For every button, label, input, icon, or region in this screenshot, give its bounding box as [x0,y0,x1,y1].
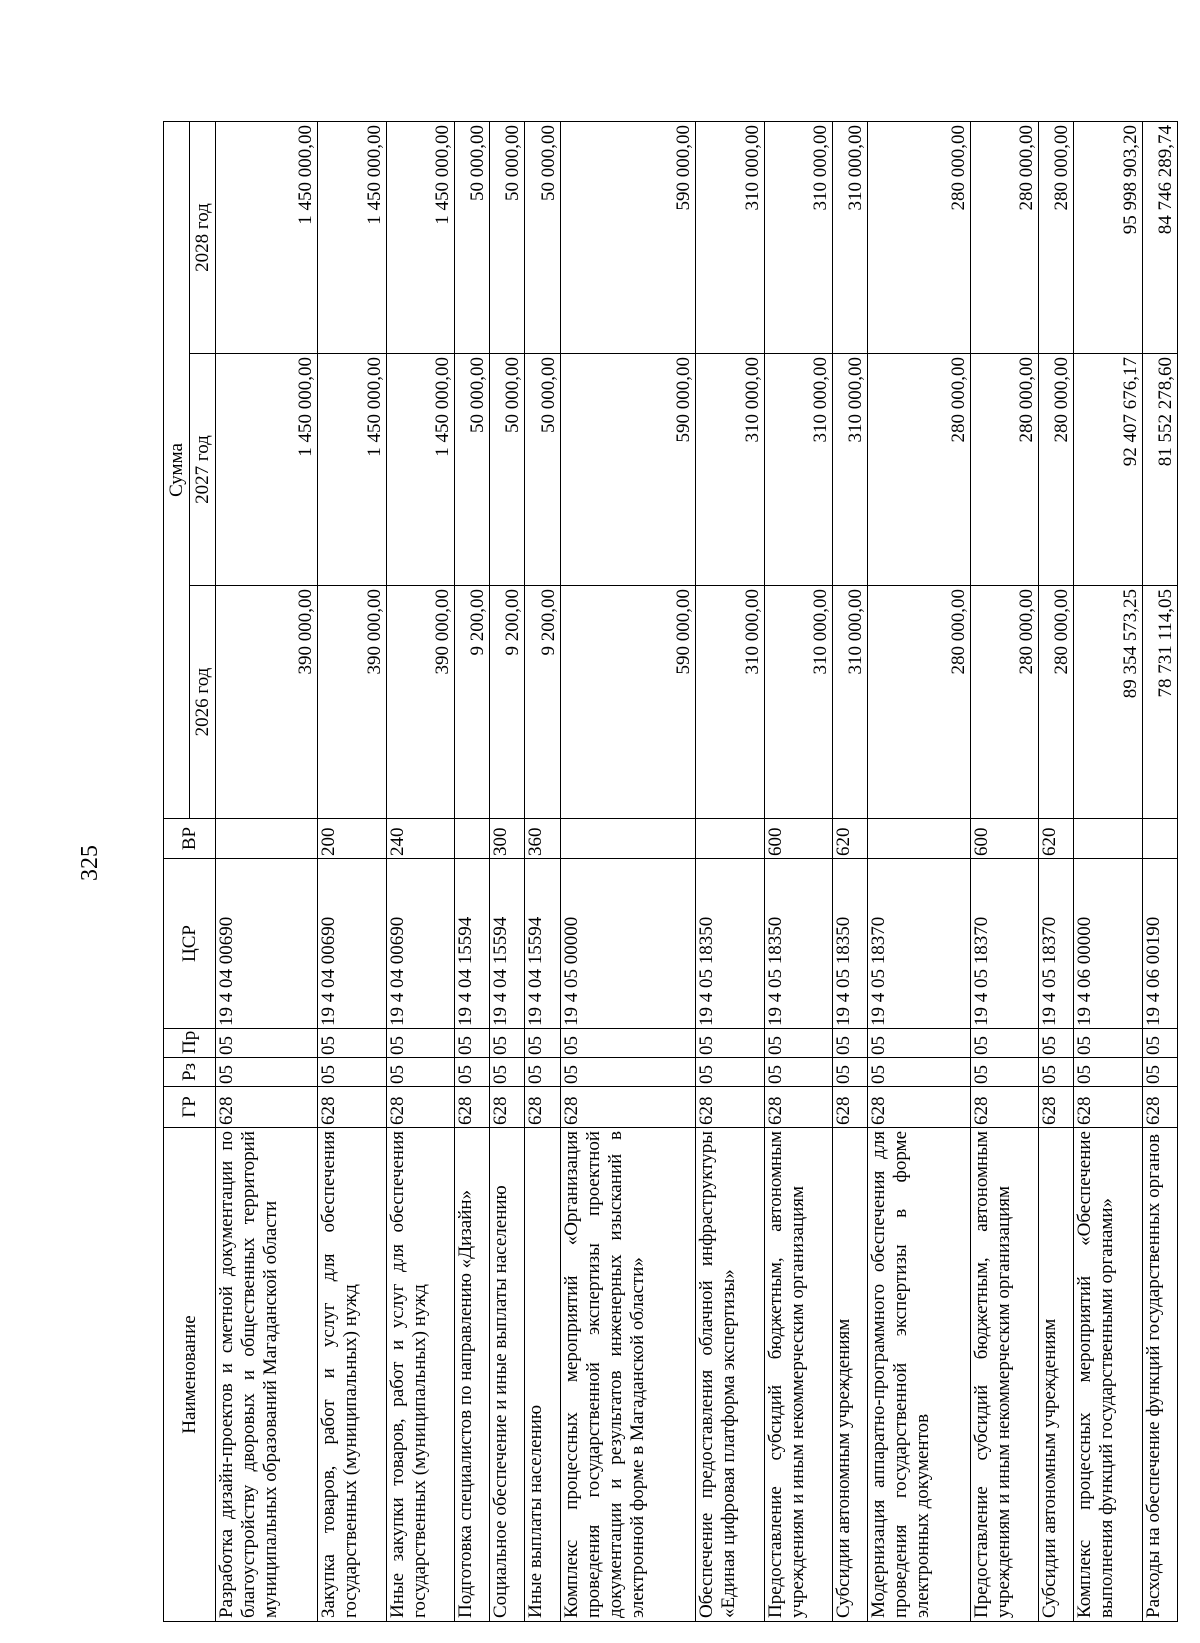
row-sum-2027: 1 450 000,00 [318,354,387,586]
row-sum-2028: 280 000,00 [868,121,970,353]
header-rz: Рз [164,1058,216,1087]
row-gr: 628 [1074,1087,1143,1128]
row-gr: 628 [490,1087,525,1128]
row-pr: 05 [1039,1029,1074,1058]
row-csr: 19 4 05 18350 [833,859,868,1029]
row-sum-2028: 1 450 000,00 [216,121,318,353]
table-row [455,121,490,1621]
row-sum-2026: 310 000,00 [764,586,833,819]
row-sum-2026: 390 000,00 [318,586,387,819]
row-sum-2026: 9 200,00 [455,586,490,819]
row-sum-2027: 81 552 278,60 [1142,354,1177,586]
row-vr [1142,819,1177,859]
row-vr: 200 [318,819,387,859]
row-csr: 19 4 05 18350 [764,859,833,1029]
row-sum-2028: 310 000,00 [833,121,868,353]
row-sum-2026: 280 000,00 [970,586,1039,819]
row-rz: 05 [490,1058,525,1087]
row-pr: 05 [386,1029,455,1058]
row-sum-2026: 9 200,00 [525,586,560,819]
table-row [525,121,560,1621]
row-csr: 19 4 04 15594 [490,859,525,1029]
row-name: Иные выплаты населению [525,1128,560,1622]
header-sum: Сумма [164,121,190,818]
table-row [216,121,318,1621]
row-sum-2027: 590 000,00 [560,354,696,586]
row-sum-2026: 310 000,00 [833,586,868,819]
table-row [1074,121,1143,1621]
row-sum-2028: 84 746 289,74 [1142,121,1177,353]
row-sum-2026: 390 000,00 [216,586,318,819]
header-pr: Пр [164,1029,216,1058]
row-sum-2028: 280 000,00 [1039,121,1074,353]
row-sum-2028: 95 998 903,20 [1074,121,1143,353]
row-sum-2027: 280 000,00 [868,354,970,586]
row-pr: 05 [868,1029,970,1058]
header-year-2028: 2028 год [190,121,216,353]
row-sum-2026: 280 000,00 [868,586,970,819]
row-sum-2027: 50 000,00 [455,354,490,586]
table-row [1142,121,1177,1621]
row-name: Предоставление субсидий бюджетным, автономным учреждениям и иным некоммерческим организациям [970,1128,1039,1622]
row-rz: 05 [833,1058,868,1087]
row-rz: 05 [970,1058,1039,1087]
row-csr: 19 4 04 15594 [455,859,490,1029]
row-pr: 05 [696,1029,765,1058]
row-csr: 19 4 06 00000 [1074,859,1143,1029]
row-vr: 600 [764,819,833,859]
row-csr: 19 4 04 00690 [318,859,387,1029]
row-sum-2027: 310 000,00 [696,354,765,586]
header-gr: ГР [164,1087,216,1128]
row-vr [868,819,970,859]
table-row [868,121,970,1621]
row-vr [560,819,696,859]
row-vr [696,819,765,859]
row-csr: 19 4 06 00190 [1142,859,1177,1029]
row-sum-2028: 50 000,00 [490,121,525,353]
row-name: Подготовка специалистов по направлению «Дизайн» [455,1128,490,1622]
header-year-2026: 2026 год [190,586,216,819]
row-rz: 05 [1142,1058,1177,1087]
row-rz: 05 [386,1058,455,1087]
row-name: Комплекс процессных мероприятий «Обеспечение выполнения функций государственными органами» [1074,1128,1143,1622]
table-row [970,121,1039,1621]
row-gr: 628 [833,1087,868,1128]
row-name: Социальное обеспечение и иные выплаты населению [490,1128,525,1622]
row-rz: 05 [318,1058,387,1087]
header-year-2027: 2027 год [190,354,216,586]
row-pr: 05 [525,1029,560,1058]
row-csr: 19 4 04 00690 [216,859,318,1029]
row-csr: 19 4 04 15594 [525,859,560,1029]
row-sum-2027: 1 450 000,00 [386,354,455,586]
row-sum-2027: 1 450 000,00 [216,354,318,586]
row-vr [455,819,490,859]
row-sum-2028: 1 450 000,00 [386,121,455,353]
row-pr: 05 [490,1029,525,1058]
row-sum-2027: 50 000,00 [490,354,525,586]
table-row [490,121,525,1621]
row-csr: 19 4 05 18350 [696,859,765,1029]
row-csr: 19 4 05 00000 [560,859,696,1029]
row-name: Закупка товаров, работ и услуг для обеспечения государственных (муниципальных) нужд [318,1128,387,1622]
row-sum-2027: 50 000,00 [525,354,560,586]
row-name: Расходы на обеспечение функций государственных органов [1142,1128,1177,1622]
row-sum-2026: 9 200,00 [490,586,525,819]
row-sum-2028: 50 000,00 [455,121,490,353]
row-gr: 628 [1039,1087,1074,1128]
row-rz: 05 [696,1058,765,1087]
row-sum-2027: 310 000,00 [833,354,868,586]
row-csr: 19 4 05 18370 [868,859,970,1029]
row-sum-2026: 390 000,00 [386,586,455,819]
row-pr: 05 [764,1029,833,1058]
row-gr: 628 [386,1087,455,1128]
row-sum-2027: 280 000,00 [1039,354,1074,586]
row-sum-2028: 590 000,00 [560,121,696,353]
row-sum-2028: 1 450 000,00 [318,121,387,353]
row-csr: 19 4 05 18370 [970,859,1039,1029]
row-sum-2028: 310 000,00 [764,121,833,353]
row-gr: 628 [1142,1087,1177,1128]
row-name: Предоставление субсидий бюджетным, автономным учреждениям и иным некоммерческим организациям [764,1128,833,1622]
row-vr [1074,819,1143,859]
row-sum-2026: 310 000,00 [696,586,765,819]
row-rz: 05 [455,1058,490,1087]
table-row [386,121,455,1621]
row-gr: 628 [696,1087,765,1128]
row-rz: 05 [525,1058,560,1087]
row-pr: 05 [318,1029,387,1058]
table-row [833,121,868,1621]
header-name: Наименование [164,1128,216,1622]
row-csr: 19 4 05 18370 [1039,859,1074,1029]
table-row [560,121,696,1621]
row-vr: 620 [833,819,868,859]
row-gr: 628 [764,1087,833,1128]
row-sum-2028: 280 000,00 [970,121,1039,353]
rotated-page-content [163,122,1178,1622]
table-row [1039,121,1074,1621]
row-rz: 05 [764,1058,833,1087]
row-pr: 05 [1142,1029,1177,1058]
row-gr: 628 [455,1087,490,1128]
row-gr: 628 [525,1087,560,1128]
row-vr [216,819,318,859]
row-gr: 628 [970,1087,1039,1128]
row-rz: 05 [868,1058,970,1087]
row-rz: 05 [1074,1058,1143,1087]
row-sum-2026: 89 354 573,25 [1074,586,1143,819]
row-name: Разработка дизайн-проектов и сметной документации по благоустройству дворовых и общественных территорий муниципальных образований Магаданской области [216,1128,318,1622]
row-sum-2027: 280 000,00 [970,354,1039,586]
row-vr: 600 [970,819,1039,859]
row-name: Субсидии автономным учреждениям [833,1128,868,1622]
row-gr: 628 [216,1087,318,1128]
row-name: Комплекс процессных мероприятий «Организация проведения государственной экспертизы проектной документации и результатов инженерных изысканий в электронной форме в Магаданской области» [560,1128,696,1622]
row-name: Субсидии автономным учреждениям [1039,1128,1074,1622]
row-rz: 05 [560,1058,696,1087]
row-gr: 628 [560,1087,696,1128]
table-row [318,121,387,1621]
row-vr: 360 [525,819,560,859]
row-pr: 05 [560,1029,696,1058]
row-sum-2026: 78 731 114,05 [1142,586,1177,819]
header-csr: ЦСР [164,859,216,1029]
row-vr: 240 [386,819,455,859]
row-sum-2028: 50 000,00 [525,121,560,353]
row-pr: 05 [1074,1029,1143,1058]
row-pr: 05 [455,1029,490,1058]
row-gr: 628 [868,1087,970,1128]
row-pr: 05 [970,1029,1039,1058]
row-rz: 05 [1039,1058,1074,1087]
row-pr: 05 [833,1029,868,1058]
row-csr: 19 4 04 00690 [386,859,455,1029]
row-name: Обеспечение предоставления облачной инфраструктуры «Единая цифровая платформа экспертизы» [696,1128,765,1622]
row-sum-2028: 310 000,00 [696,121,765,353]
page-number: 325 [77,845,103,881]
row-pr: 05 [216,1029,318,1058]
header-vr: ВР [164,819,216,859]
row-sum-2027: 92 407 676,17 [1074,354,1143,586]
row-name: Иные закупки товаров, работ и услуг для обеспечения государственных (муниципальных) нужд [386,1128,455,1622]
table-row [696,121,765,1621]
budget-table [163,121,1178,1622]
row-rz: 05 [216,1058,318,1087]
row-name: Модернизация аппаратно-программного обеспечения для проведения государственной экспертизы в форме электронных документов [868,1128,970,1622]
row-gr: 628 [318,1087,387,1128]
row-vr: 300 [490,819,525,859]
row-vr: 620 [1039,819,1074,859]
row-sum-2026: 590 000,00 [560,586,696,819]
table-row [764,121,833,1621]
row-sum-2026: 280 000,00 [1039,586,1074,819]
row-sum-2027: 310 000,00 [764,354,833,586]
